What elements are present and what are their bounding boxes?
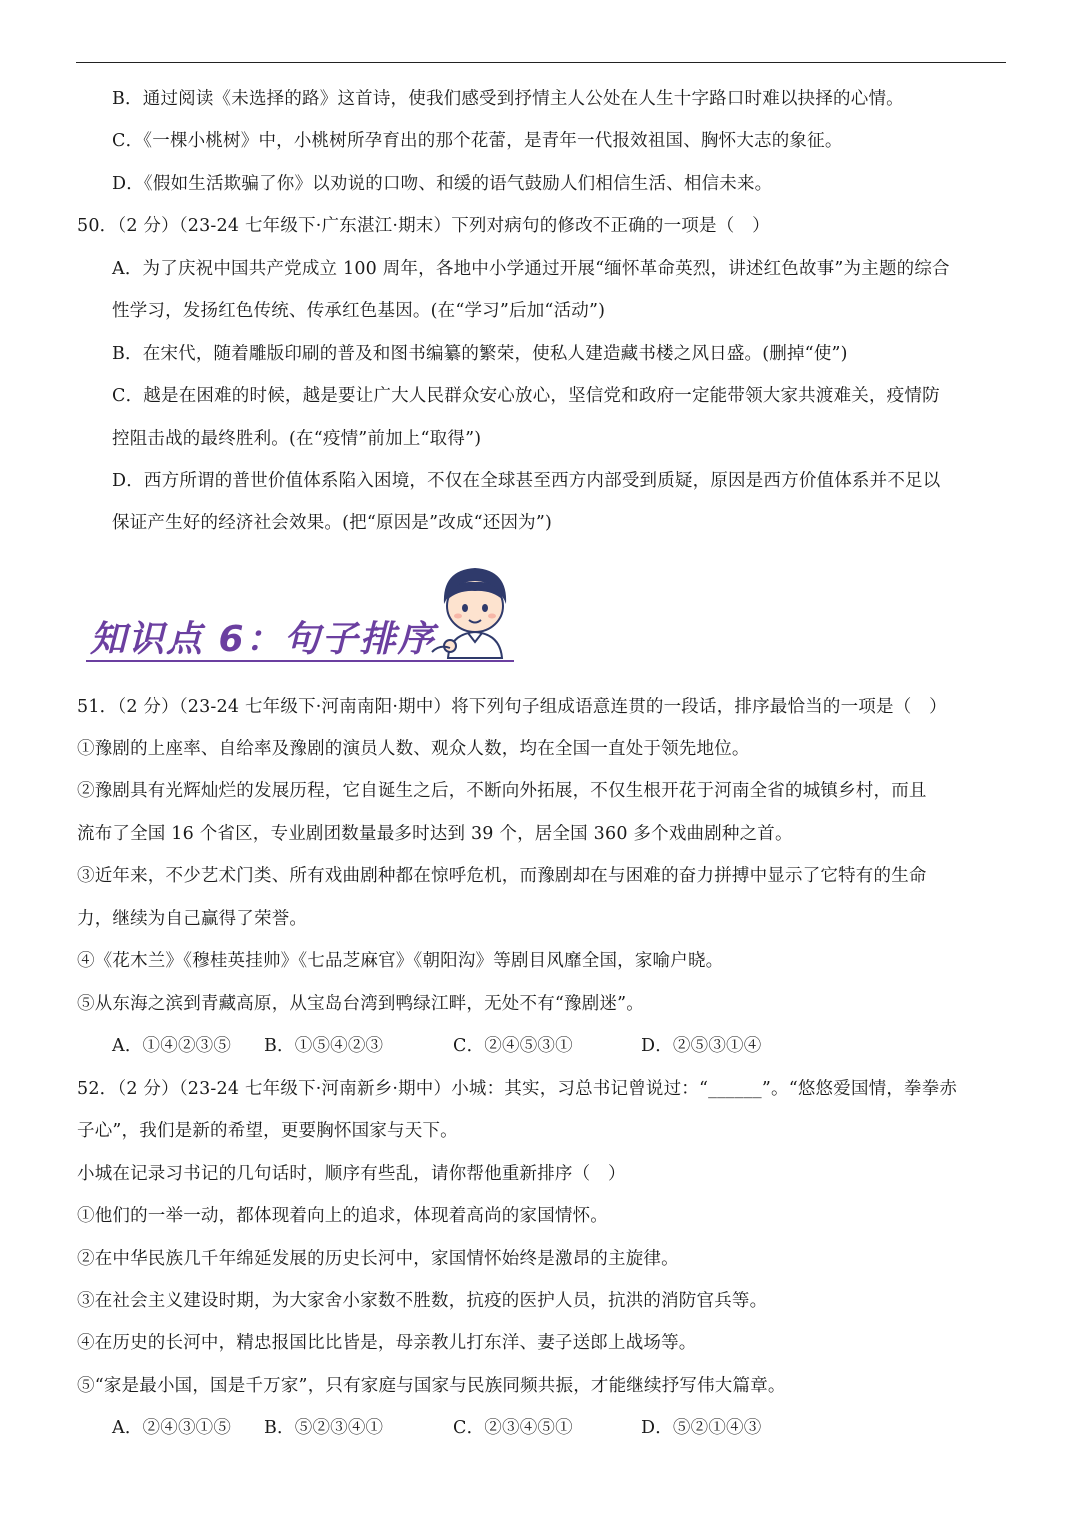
q51-option-c: C．②④⑤③① — [453, 1036, 573, 1056]
q52-option-a: A．②④③①⑤ — [112, 1418, 232, 1438]
q52-sentence-1: ①他们的一举一动，都体现着向上的追求，体现着高尚的家国情怀。 — [77, 1206, 608, 1226]
q51-option-a: A．①④②③⑤ — [112, 1036, 232, 1056]
q51-stem: 51．（2 分）（23-24 七年级下·河南南阳·期中）将下列句子组成语意连贯的一段话，排序最恰当的一项是（ ） — [77, 697, 947, 717]
header-rule — [76, 62, 1006, 63]
q49-option-b: B．通过阅读《未选择的路》这首诗，使我们感受到抒情主人公处在人生十字路口时难以抉择的心情。 — [112, 89, 904, 109]
section-underline — [86, 660, 514, 662]
q50-option-b: B．在宋代，随着雕版印刷的普及和图书编纂的繁荣，使私人建造藏书楼之风日盛。(删掉“使”) — [112, 344, 848, 364]
q52-stem-line1: 52．（2 分）（23-24 七年级下·河南新乡·期中）小城：其实，习总书记曾说过：“______”。“悠悠爱国情，拳拳赤 — [77, 1079, 958, 1099]
q50-option-c-line2: 控阻击战的最终胜利。(在“疫情”前加上“取得”) — [112, 429, 482, 449]
section-title: 知识点 6：句子排序 — [90, 619, 436, 660]
student-avatar-icon — [430, 560, 520, 660]
q51-sentence-4: ④《花木兰》《穆桂英挂帅》《七品芝麻官》《朝阳沟》等剧目风靡全国，家喻户晓。 — [77, 951, 724, 971]
q50-option-c-line1: C．越是在困难的时候，越是要让广大人民群众安心放心，坚信党和政府一定能带领大家共渡难关，疫情防 — [112, 386, 940, 406]
q50-option-a-line2: 性学习，发扬红色传统、传承红色基因。(在“学习”后加“活动”) — [112, 301, 606, 321]
q52-sentence-3: ③在社会主义建设时期，为大家舍小家数不胜数，抗疫的医护人员，抗洪的消防官兵等。 — [77, 1291, 768, 1311]
q51-option-d: D．②⑤③①④ — [641, 1036, 762, 1056]
section-banner — [86, 560, 526, 670]
q50-option-a-line1: A．为了庆祝中国共产党成立 100 周年，各地中小学通过开展“缅怀革命英烈，讲述红色故事”为主题的综合 — [112, 259, 950, 279]
q52-stem-line2: 子心”，我们是新的希望，更要胸怀国家与天下。 — [77, 1121, 458, 1141]
q50-option-d-line2: 保证产生好的经济社会效果。(把“原因是”改成“还因为”) — [112, 513, 553, 533]
q51-sentence-5: ⑤从东海之滨到青藏高原，从宝岛台湾到鸭绿江畔，无处不有“豫剧迷”。 — [77, 994, 644, 1014]
q52-sentence-4: ④在历史的长河中，精忠报国比比皆是，母亲教儿打东洋、妻子送郎上战场等。 — [77, 1333, 697, 1353]
q51-sentence-3-line1: ③近年来，不少艺术门类、所有戏曲剧种都在惊呼危机，而豫剧却在与困难的奋力拼搏中显示了它特有的生命 — [77, 866, 927, 886]
q49-option-d: D．《假如生活欺骗了你》以劝说的口吻、和缓的语气鼓励人们相信生活、相信未来。 — [112, 174, 773, 194]
q52-prompt: 小城在记录习书记的几句话时，顺序有些乱，请你帮他重新排序（ ） — [77, 1164, 626, 1184]
q52-sentence-2: ②在中华民族几千年绵延发展的历史长河中，家国情怀始终是激昂的主旋律。 — [77, 1249, 679, 1269]
q52-option-c: C．②③④⑤① — [453, 1418, 573, 1438]
q52-option-d: D．⑤②①④③ — [641, 1418, 762, 1438]
q51-option-b: B．①⑤④②③ — [264, 1036, 384, 1056]
q50-stem: 50．（2 分）（23-24 七年级下·广东湛江·期末）下列对病句的修改不正确的一项是（ ） — [77, 216, 770, 236]
q52-sentence-5: ⑤“家是最小国，国是千万家”，只有家庭与国家与民族同频共振，才能继续抒写伟大篇章。 — [77, 1376, 786, 1396]
q51-sentence-1: ①豫剧的上座率、自给率及豫剧的演员人数、观众人数，均在全国一直处于领先地位。 — [77, 739, 750, 759]
q51-sentence-2-line2: 流布了全国 16 个省区，专业剧团数量最多时达到 39 个，居全国 360 多个戏曲剧种之首。 — [77, 824, 793, 844]
q49-option-c: C．《一棵小桃树》中，小桃树所孕育出的那个花蕾，是青年一代报效祖国、胸怀大志的象征。 — [112, 131, 843, 151]
q50-option-d-line1: D．西方所谓的普世价值体系陷入困境，不仅在全球甚至西方内部受到质疑，原因是西方价值体系并不足以 — [112, 471, 941, 491]
q51-sentence-3-line2: 力，继续为自己赢得了荣誉。 — [77, 909, 308, 929]
q52-option-b: B．⑤②③④① — [264, 1418, 384, 1438]
q51-sentence-2-line1: ②豫剧具有光辉灿烂的发展历程，它自诞生之后，不断向外拓展，不仅生根开花于河南全省的城镇乡村，而且 — [77, 781, 927, 801]
